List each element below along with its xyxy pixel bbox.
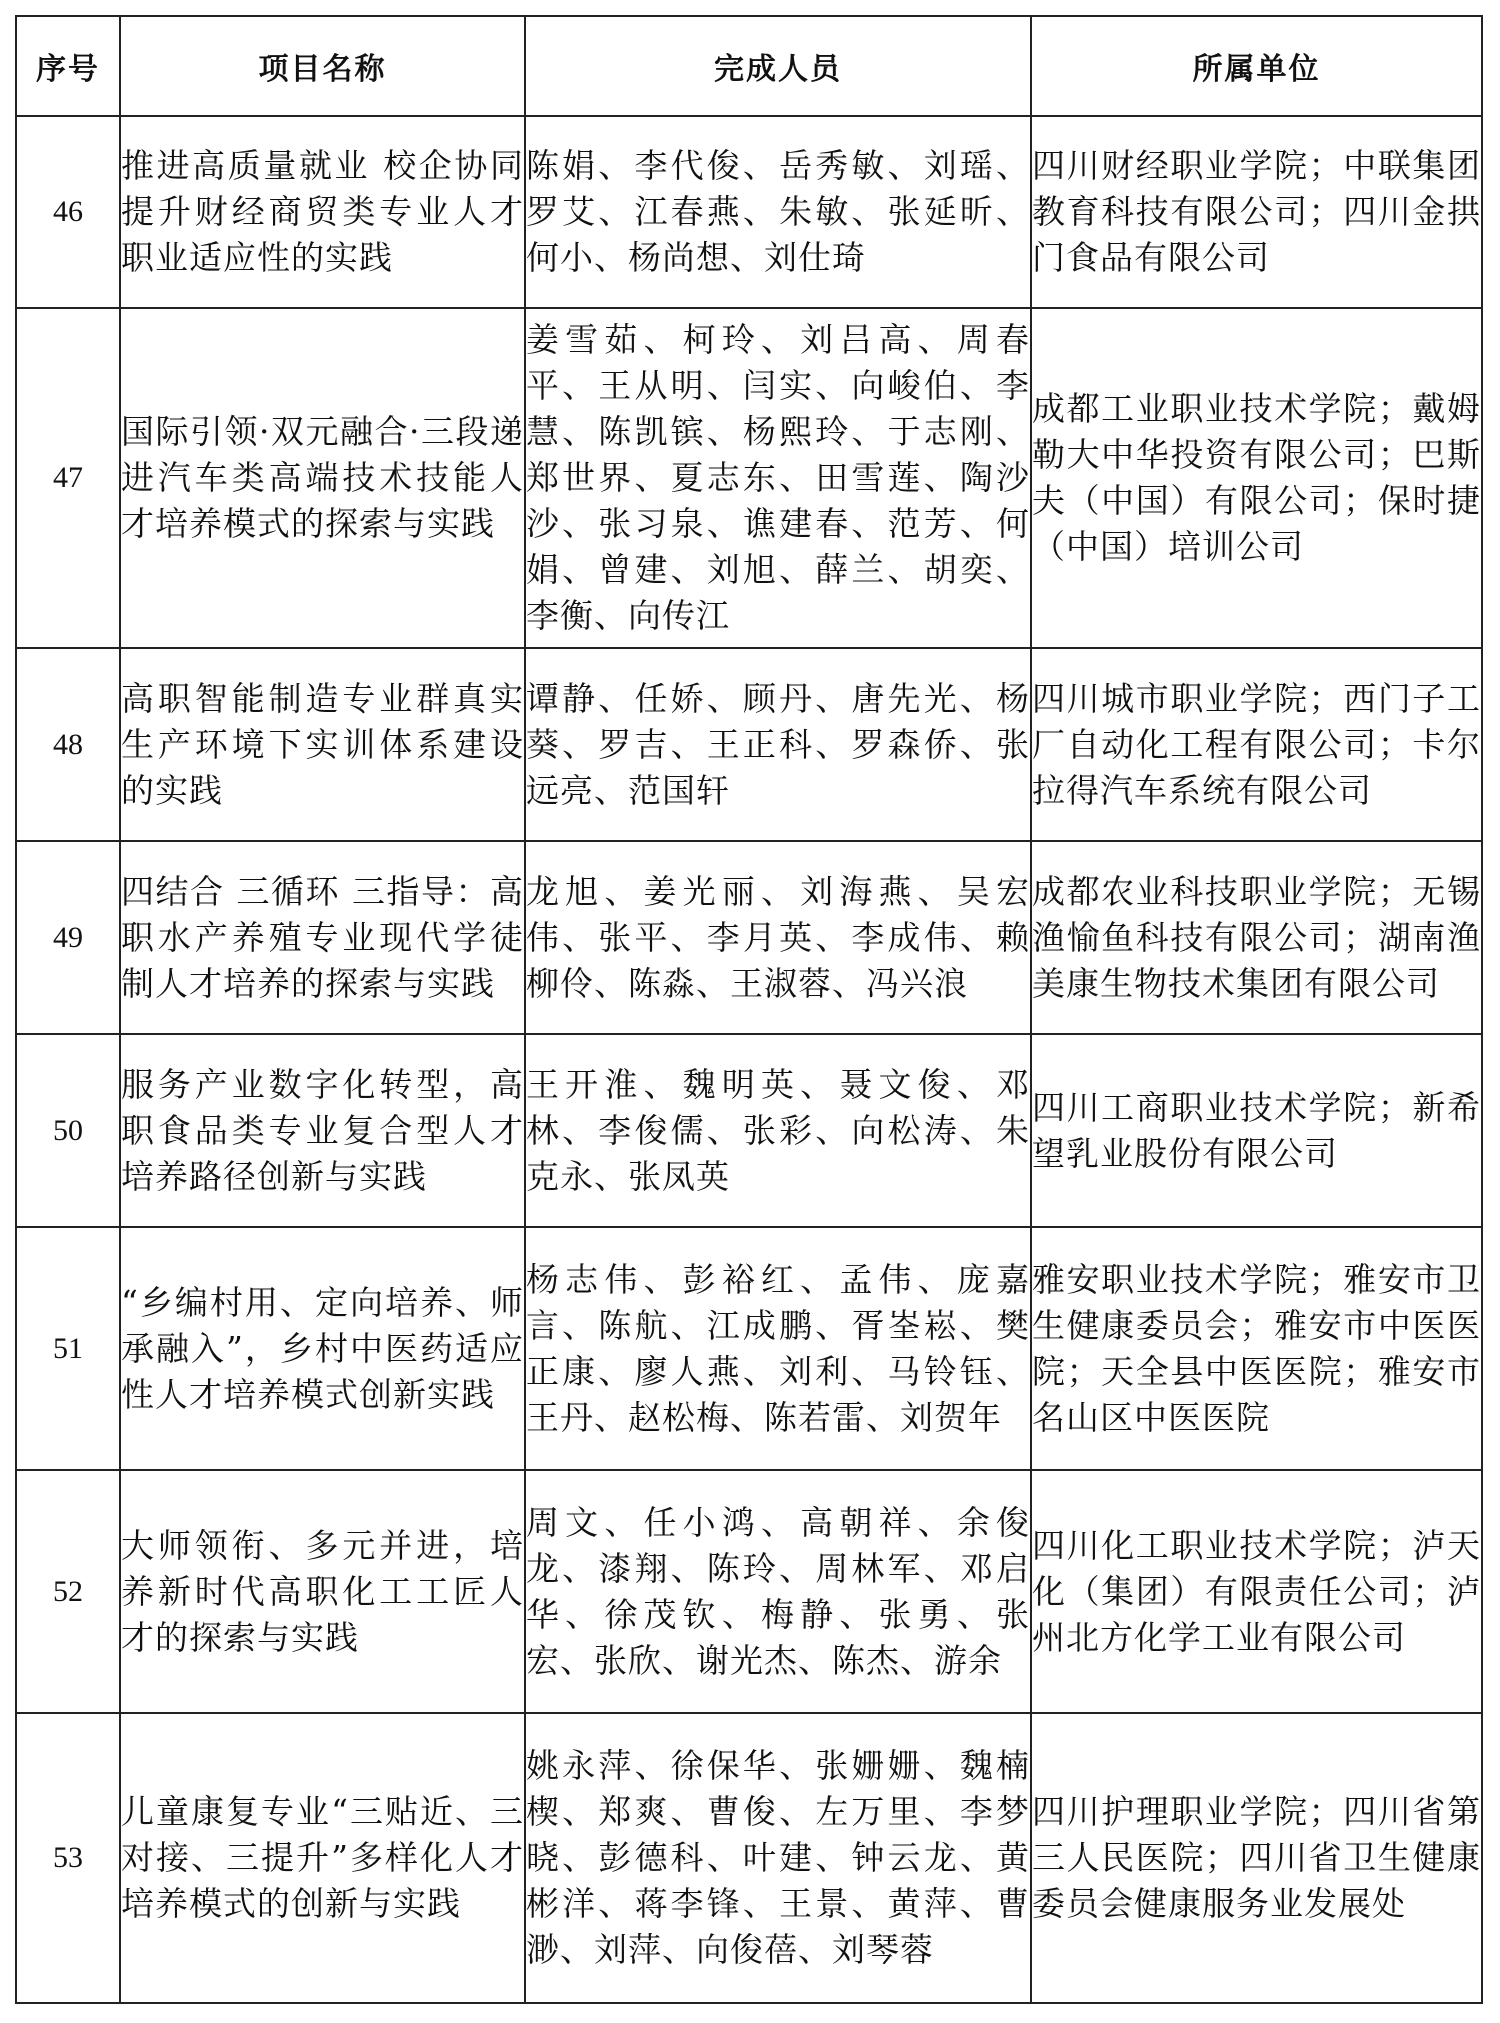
document-page [15,15,1481,2004]
members [525,1034,1031,1227]
row-number: 49 [16,841,120,1034]
members-text: 杨志伟、彭裕红、孟伟、庞嘉言、陈航、江成鹏、胥峑崧、樊正康、廖人燕、刘利、马铃钰、王丹、赵松梅、陈若雷、刘贺年 [526,1259,1030,1437]
unit [1031,1470,1482,1713]
header-unit: 所属单位 [1031,16,1482,116]
row-number: 46 [16,116,120,308]
unit-text: 雅安职业技术学院；雅安市卫生健康委员会；雅安市中医医院；天全县中医医院；雅安市名山区中医医院 [1032,1259,1481,1437]
unit [1031,1034,1482,1227]
unit [1031,1227,1482,1470]
table-row [16,116,1482,308]
project-name-text: 国际引领·双元融合·三段递进汽车类高端技术技能人才培养模式的探索与实践 [121,412,524,543]
members-text: 周文、任小鸿、高朝祥、余俊龙、漆翔、陈玲、周林军、邓启华、徐茂钦、梅静、张勇、张宏、张欣、谢光杰、陈杰、游余 [526,1502,1030,1680]
project-name [120,308,525,648]
project-name-text: 四结合 三循环 三指导：高职水产养殖专业现代学徒制人才培养的探索与实践 [121,871,524,1003]
table-row [16,648,1482,841]
unit [1031,648,1482,841]
project-name-text: 儿童康复专业“三贴近、三对接、三提升”多样化人才培养模式的创新与实践 [121,1792,524,1923]
row-number: 48 [16,648,120,841]
table-row [16,1034,1482,1227]
project-name-text: 大师领衔、多元并进，培养新时代高职化工工匠人才的探索与实践 [121,1525,524,1657]
row-number: 51 [16,1227,120,1470]
unit-text: 成都工业职业技术学院；戴姆勒大中华投资有限公司；巴斯夫（中国）有限公司；保时捷（中国）培训公司 [1032,389,1481,566]
unit [1031,308,1482,648]
members-text: 姚永萍、徐保华、张姗姗、魏楠楔、郑爽、曹俊、左万里、李梦晓、彭德科、叶建、钟云龙、黄彬洋、蒋李锋、王景、黄萍、曹渺、刘萍、向俊蓓、刘琴蓉 [526,1746,1030,1969]
members [525,1227,1031,1470]
members [525,308,1031,648]
project-name [120,841,525,1034]
project-name-text: 推进高质量就业 校企协同提升财经商贸类专业人才职业适应性的实践 [121,146,524,277]
row-number: 47 [16,308,120,648]
table-row [16,841,1482,1034]
members-text: 王开淮、魏明英、聂文俊、邓林、李俊儒、张彩、向松涛、朱克永、张凤英 [526,1064,1030,1196]
members [525,116,1031,308]
project-name-text: 高职智能制造专业群真实生产环境下实训体系建设的实践 [121,678,524,810]
unit-text: 四川财经职业学院；中联集团教育科技有限公司；四川金拱门食品有限公司 [1032,146,1481,277]
unit-text: 四川化工职业技术学院；泸天化（集团）有限责任公司；泸州北方化学工业有限公司 [1032,1525,1481,1657]
table-row [16,1470,1482,1713]
table-header-row [16,16,1482,116]
project-name [120,116,525,308]
members-text: 谭静、任娇、顾丹、唐先光、杨葵、罗吉、王正科、罗森侨、张远亮、范国轩 [526,678,1030,810]
unit-text: 四川护理职业学院；四川省第三人民医院；四川省卫生健康委员会健康服务业发展处 [1032,1792,1481,1923]
project-name-text: “乡编村用、定向培养、师承融入”，乡村中医药适应性人才培养模式创新实践 [121,1282,524,1414]
row-number: 52 [16,1470,120,1713]
header-members: 完成人员 [525,16,1031,116]
header-project: 项目名称 [120,16,525,116]
members [525,648,1031,841]
header-no: 序号 [16,16,120,116]
unit-text: 成都农业科技职业学院；无锡渔愉鱼科技有限公司；湖南渔美康生物技术集团有限公司 [1032,871,1481,1003]
project-name [120,1713,525,2003]
project-name [120,648,525,841]
members [525,1470,1031,1713]
members [525,841,1031,1034]
table-row [16,1227,1482,1470]
row-number: 53 [16,1713,120,2003]
project-name [120,1034,525,1227]
unit [1031,1713,1482,2003]
unit [1031,841,1482,1034]
unit-text: 四川工商职业技术学院；新希望乳业股份有限公司 [1032,1087,1481,1173]
project-name-text: 服务产业数字化转型，高职食品类专业复合型人才培养路径创新与实践 [121,1064,524,1196]
project-name [120,1227,525,1470]
row-number: 50 [16,1034,120,1227]
table-row [16,1713,1482,2003]
unit-text: 四川城市职业学院；西门子工厂自动化工程有限公司；卡尔拉得汽车系统有限公司 [1032,678,1481,810]
table-row [16,308,1482,648]
members-text: 龙旭、姜光丽、刘海燕、吴宏伟、张平、李月英、李成伟、赖柳伶、陈淼、王淑蓉、冯兴浪 [526,871,1030,1003]
members-text: 姜雪茹、柯玲、刘吕高、周春平、王从明、闫实、向峻伯、李慧、陈凯镔、杨熙玲、于志刚、郑世界、夏志东、田雪莲、陶沙沙、张习泉、谯建春、范芳、何娟、曾建、刘旭、薛兰、胡奕、李衡、向传江 [526,320,1030,635]
award-table [15,15,1483,2004]
project-name [120,1470,525,1713]
members [525,1713,1031,2003]
unit [1031,116,1482,308]
members-text: 陈娟、李代俊、岳秀敏、刘瑶、罗艾、江春燕、朱敏、张延昕、何小、杨尚想、刘仕琦 [526,146,1030,277]
